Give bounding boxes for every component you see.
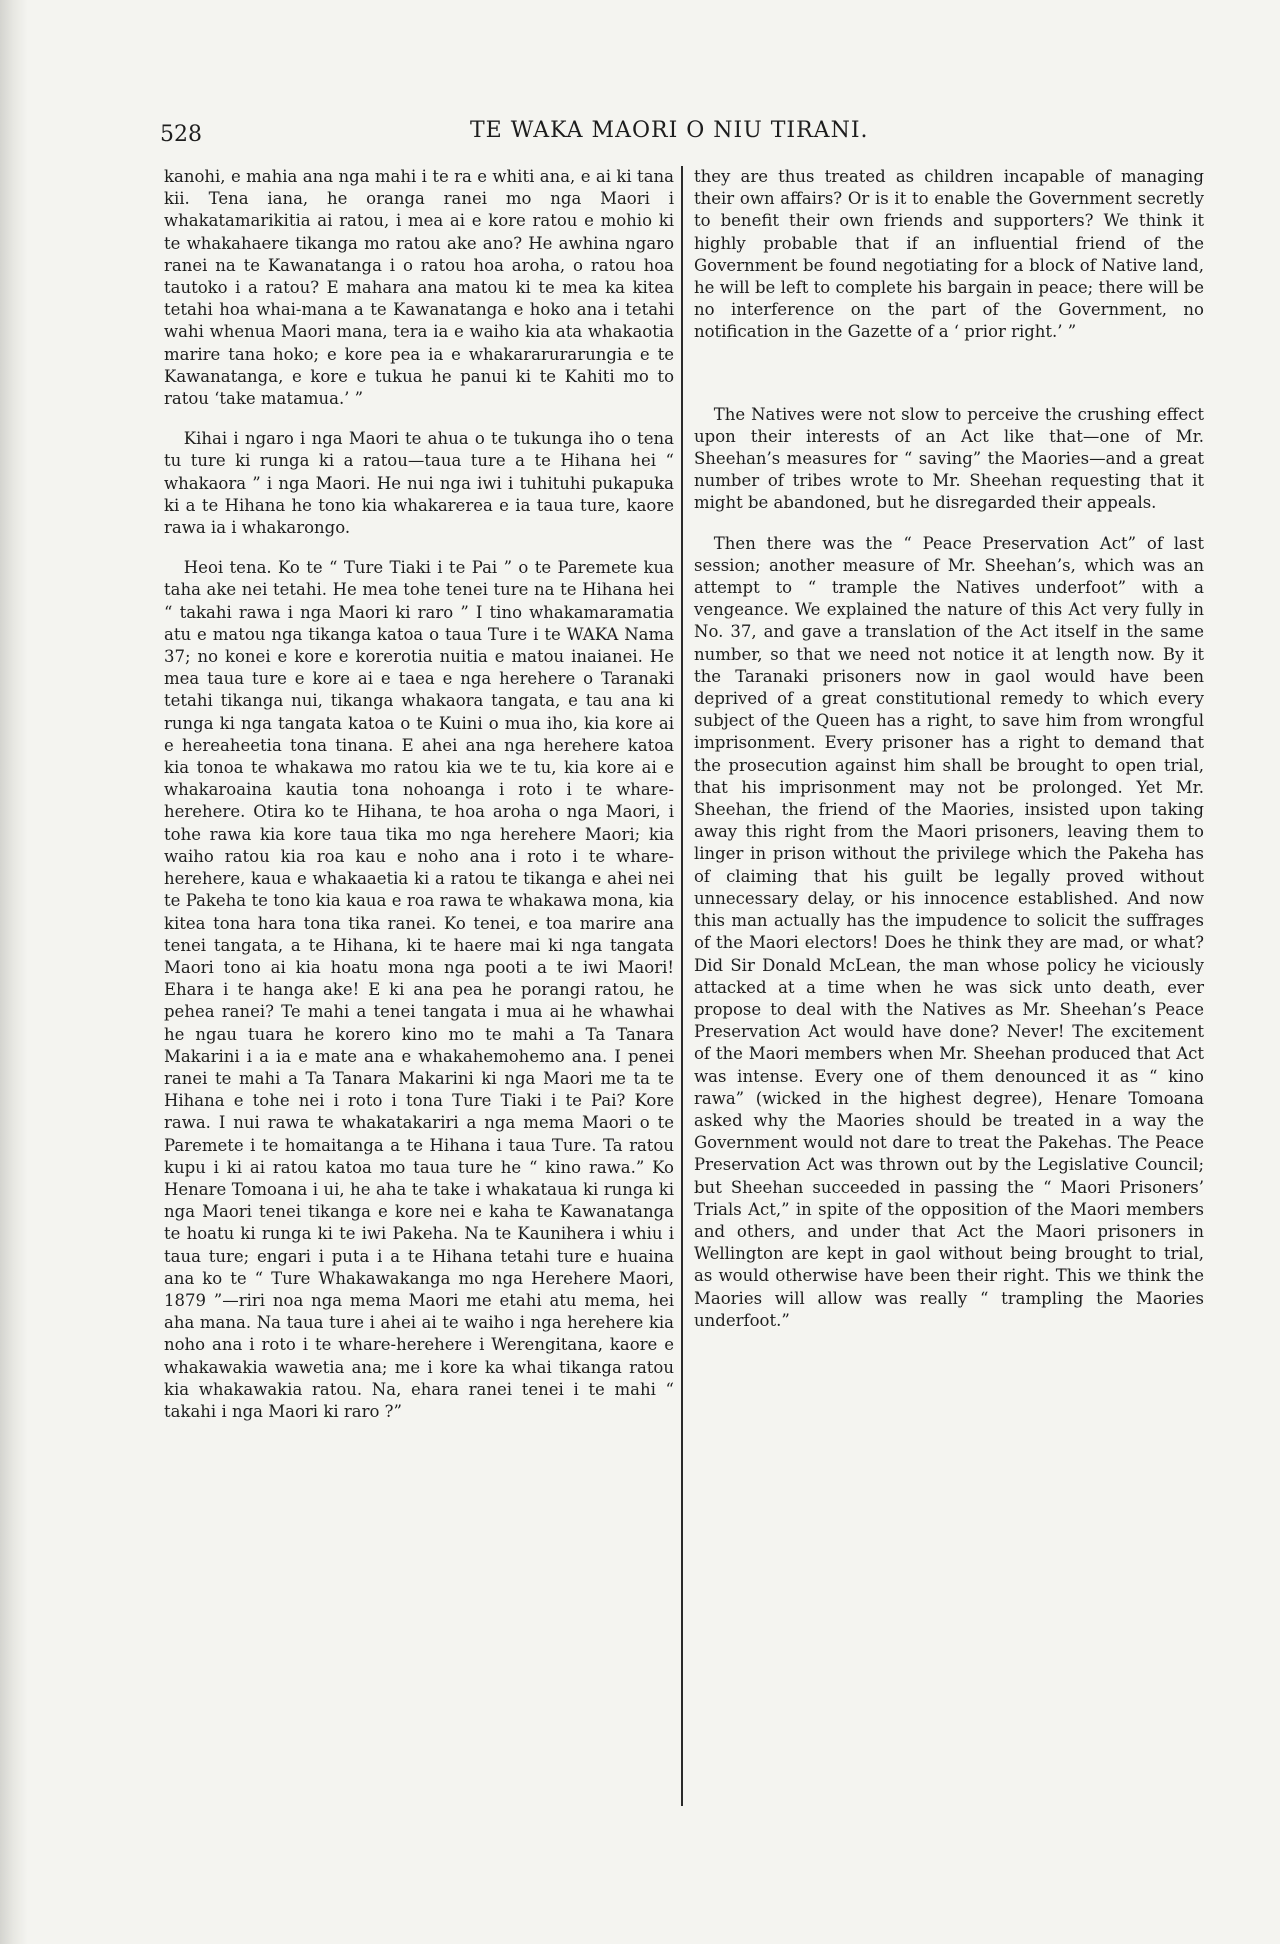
running-title: TE WAKA MAORI O NIU TIRANI. (470, 118, 869, 143)
english-text-column (694, 166, 1204, 1332)
section-break (694, 515, 1204, 533)
section-break (164, 539, 674, 557)
left-paragraph-1: kanohi, e mahia ana nga mahi i te ra e whiti ana, e ai ki tana kii. Tena iana, he oranga ranei mo nga Maori i whakatamarikitia ai ratou, i mea ai e kore ratou e mohio ki te whakahaere tikanga mo ratou ake ano? He awhina ngaro ranei na te Kawanatanga i o ratou hoa aroha, o ratou hoa tautoko i a ratou? E mahara ana matou ki te mea ka kitea tetahi hoa whai-mana a te Kawanatanga e hoko ana i tetahi wahi whenua Maori mana, tera ia e waiho kia ata whakaotia marire tana hoko; e kore pea ia e whakararurarungia e te Kawanatanga, e kore e tukua he panui ki te Kahiti mo to ratou ‘take matamua.’ ” (164, 167, 674, 409)
page-number: 528 (160, 122, 202, 147)
left-paragraph-2: Kihai i ngaro i nga Maori te ahua o te tukunga iho o tena tu ture ki runga ki a ratou—taua ture a te Hihana hei “ whakaora ” i nga Maori. He nui nga iwi i tuhituhi pukapuka ki a te Hihana he tono kia whakarerea e ia taua ture, kaore rawa ia i whakarongo. (164, 429, 674, 538)
section-break (694, 344, 1204, 404)
column-divider (681, 166, 683, 1806)
right-paragraph-1: they are thus treated as children incapable of managing their own affairs? Or is it to enable the Government secretly to benefit their own friends and supporters? We think it highly probable that if an influential friend of the Government be found negotiating for a block of Native land, he will be left to complete his bargain in peace; there will be no interference on the part of the Government, no notification in the Gazette of a ‘ prior right.’ ” (694, 167, 1204, 342)
binding-edge (0, 0, 28, 1944)
right-paragraph-3: Then there was the “ Peace Preservation Act” of last session; another measure of Mr. Sheehan’s, which was an attempt to “ trample the Natives underfoot” with a vengeance. We explained the nature of this Act very fully in No. 37, and gave a translation of the Act itself in the same number, so that we need not notice it at length now. By it the Taranaki prisoners now in gaol would have been deprived of a great constitutional remedy to which every subject of the Queen has a right, to save him from wrongful imprisonment. Every prisoner has a right to demand that the prosecution against him shall be brought to open trial, that his imprisonment may not be prolonged. Yet Mr. Sheehan, the friend of the Maories, insisted upon taking away this right from the Maori prisoners, leaving them to linger in prison without the privilege which the Pakeha has of claiming that his guilt be legally proved without unnecessary delay, or his innocence established. And now this man actually has the impudence to solicit the suffrages of the Maori electors! Does he think they are mad, or what? Did Sir Donald McLean, the man whose policy he viciously attacked at a time when he was sick unto death, ever propose to deal with the Natives as Mr. Sheehan’s Peace Preservation Act would have done? Never! The excitement of the Maori members when Mr. Sheehan produced that Act was intense. Every one of them denounced it as “ kino rawa” (wicked in the highest degree), Henare Tomoana asked why the Maories should be treated in a way the Government would not dare to treat the Pakehas. The Peace Preservation Act was thrown out by the Legislative Council; but Sheehan succeeded in passing the “ Maori Prisoners’ Trials Act,” in spite of the opposition of the Maori members and others, and under that Act the Maori prisoners in Wellington are kept in gaol without being brought to trial, as would otherwise have been their right. This we think the Maories will allow was really “ trampling the Maories underfoot.” (694, 533, 1204, 1330)
page-header (160, 114, 1120, 154)
right-paragraph-2: The Natives were not slow to perceive the crushing effect upon their interests of an Act like that—one of Mr. Sheehan’s measures for “ saving” the Maories—and a great number of tribes wrote to Mr. Sheehan requesting that it might be abandoned, but he disregarded their appeals. (694, 404, 1204, 513)
section-break (164, 410, 674, 428)
maori-text-column (164, 166, 674, 1423)
left-paragraph-3: Heoi tena. Ko te “ Ture Tiaki i te Pai ” o te Paremete kua taha ake nei tetahi. He mea tohe tenei ture na te Hihana hei “ takahi rawa i nga Maori ki raro ” I tino whakamaramatia atu e matou nga tikanga katoa o taua Ture i te WAKA Nama 37; no konei e kore e korerotia nuitia e matou inaianei. He mea taua ture e kore ai e taea e nga herehere o Taranaki tetahi tikanga nui, tikanga whakaora tangata, e tau ana ki runga ki nga tangata katoa o te Kuini o mua iho, kia kore ai e hereaheetia tona tinana. E ahei ana nga herehere katoa kia tonoa te whakawa mo ratou kia we te tu, kia kore ai e whakaroaina kautia tona nohoanga i roto i te whare-herehere. Otira ko te Hihana, te hoa aroha o nga Maori, i tohe rawa kia kore taua tika mo nga herehere Maori; kia waiho ratou kia roa kau e noho ana i roto i te whare-herehere, kaua e whakaaetia ki a ratou te tikanga e ahei nei te Pakeha te tono kia kaua e roa rawa te whakawa mona, kia kitea tona hara tona tika ranei. Ko tenei, e toa marire ana tenei tangata, a te Hihana, ki te haere mai ki nga tangata Maori tono ai kia hoatu mona nga pooti a te iwi Maori! Ehara i te hanga ake! E ki ana pea he porangi ratou, he pehea ranei? Te mahi a tenei tangata i mua ai he whawhai he ngau tuara he korero kino mo te mahi a Ta Tanara Makarini i a ia e mate ana e whakahemohemo ana. I penei ranei te mahi a Ta Tanara Makarini ki nga Maori me ta te Hihana e tohe nei i roto i tona Ture Tiaki i te Pai? Kore rawa. I nui rawa te whakatakariri a nga mema Maori o te Paremete i te homaitanga a te Hihana i taua Ture. Ta ratou kupu i ki ai ratou katoa mo taua ture he “ kino rawa.” Ko Henare Tomoana i ui, he aha te take i whakataua ki runga ki nga Maori tenei tikanga e kore nei e kaha te Kawanatanga te hoatu ki runga ki te iwi Pakeha. Na te Kaunihera i whiu i taua ture; engari i puta i a te Hihana tetahi ture e huaina ana ko te “ Ture Whakawakanga mo nga Herehere Maori, 1879 ”—riri noa nga mema Maori me etahi atu mema, hei aha mana. Na taua ture i ahei ai te waiho i nga herehere kia noho ana i roto i te whare-herehere i Werengitana, kaore e whakawakia wawetia ana; me i kore ka whai tikanga ratou kia whakawakia ratou. Na, ehara ranei tenei i te mahi “ takahi i nga Maori ki raro ?” (164, 558, 674, 1421)
